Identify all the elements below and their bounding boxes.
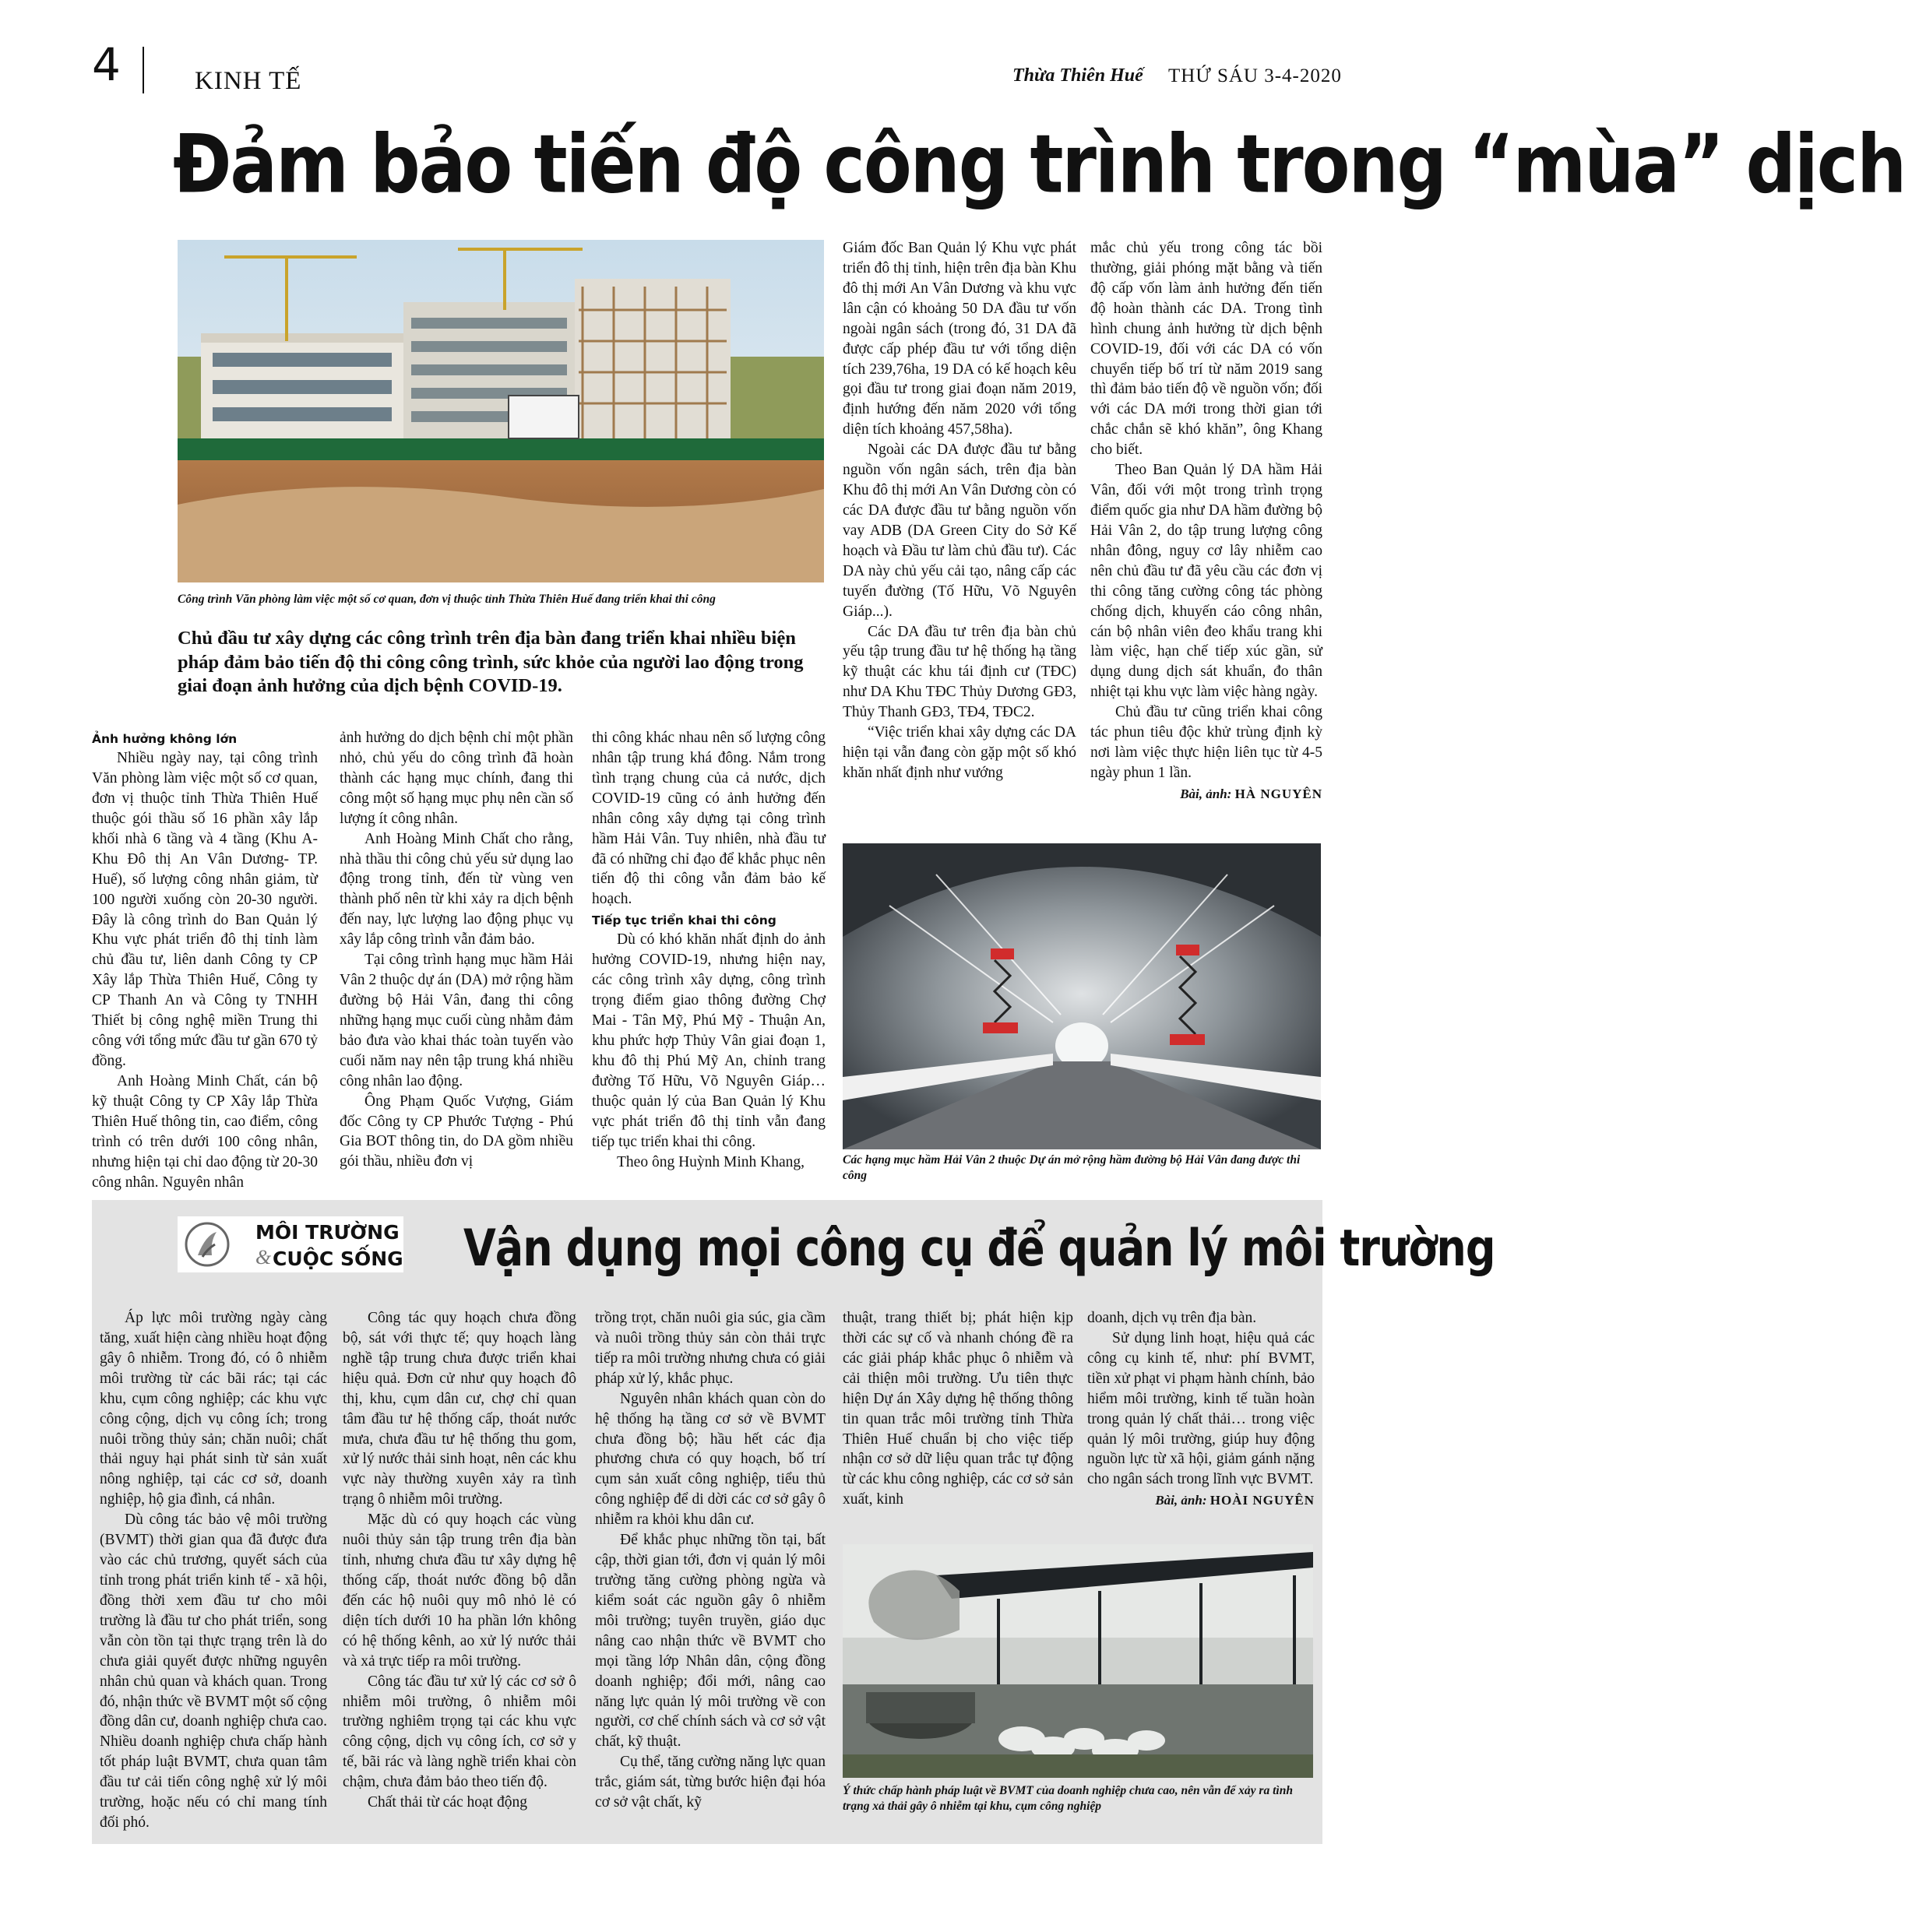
paragraph: Các DA đầu tư trên địa bàn chủ yếu tập trung đầu tư hệ thống hạ tầng kỹ thuật các khu tái định cư (TĐC) như DA Khu TĐC Thủy Dương GĐ3, Thủy Thanh GĐ3, TĐ4, TĐC2. [843, 623, 1076, 721]
credit-prefix: Bài, ảnh: [1155, 1493, 1207, 1508]
paragraph: Tại công trình hạng mục hầm Hải Vân 2 thuộc dự án (DA) mở rộng hầm đường bộ Hải Vân, đang thi công những hạng mục cuối cùng nhằm đảm bảo đưa vào khai thác toàn tuyến vào cuối năm nay nên tập trung khá nhiều công nhân lao động. [340, 952, 573, 1089]
photo1-caption: Công trình Văn phòng làm việc một số cơ quan, đơn vị thuộc tỉnh Thừa Thiên Huế đang triển khai thi công [178, 593, 716, 606]
crane-logo-icon [184, 1221, 231, 1268]
paragraph: Để khắc phục những tồn tại, bất cập, thời gian tới, đơn vị quản lý môi trường tăng cường phòng ngừa và kiểm soát các nguồn gây ô nhiễm môi trường; tuyên truyền, giáo dục nâng cao nhận thức về BVMT cho mọi tầng lớp Nhân dân, cộng đồng doanh nghiệp; đổi mới, nâng cao năng lực quản lý môi trường về con người, cơ chế chính sách và cơ sở vật chất, kỹ thuật. [595, 1532, 826, 1751]
paragraph: Áp lực môi trường ngày càng tăng, xuất hiện càng nhiều hoạt động gây ô nhiễm. Trong đó, có ô nhiễm môi trường từ các bãi rác; tại các khu, cụm công nghiệp; các khu vực công cộng, dịch vụ công ích; trong nuôi trồng thủy sản; chăn nuôi; chất thải nguy hại phát sinh từ sản xuất nông nghiệp, tại các cơ sở, doanh nghiệp, hộ gia đình, cá nhân. [100, 1310, 327, 1508]
article1-credit [1090, 787, 1322, 802]
photo2-caption: Các hạng mục hầm Hải Vân 2 thuộc Dự án mở rộng hầm đường bộ Hải Vân đang được thi công [843, 1153, 1301, 1183]
paragraph: Dù công tác bảo vệ môi trường (BVMT) thời gian qua đã được đưa vào các chủ trương, quyết sách của tỉnh trong phát triển kinh tế - xã hội, đồng thời xem đầu tư cho môi trường là đầu tư cho phát triển, song vẫn còn tồn tại thực trạng trên là do chưa giải quyết được những nguyên nhân chủ quan và khách quan. Trong đó, nhận thức về BVMT một số cộng đồng dân cư, doanh nghiệp chưa cao. Nhiều doanh nghiệp chưa chấp hành tốt pháp luật BVMT, chưa quan tâm đầu tư cải tiến công nghệ xử lý môi trường, hoặc nếu có chỉ mang tính đối phó. [100, 1511, 327, 1832]
credit-prefix: Bài, ảnh: [1180, 786, 1232, 801]
paragraph: Theo Ban Quản lý DA hầm Hải Vân, đối với một trong trình trọng điểm quốc gia như DA hầm đường bộ Hải Vân 2, do tập trung lượng công nhân đông, nguy cơ lây nhiễm cao nên chủ đầu tư đã yêu cầu các đơn vị thi công tăng cường công tác phòng chống dịch, khuyến cáo công nhân, cán bộ nhân viên đeo khẩu trang khi làm việc, hạn chế tiếp xúc gần, sử dụng dung dịch sát khuẩn, đo thân nhiệt tại khu vực làm việc hàng ngày. [1090, 462, 1322, 701]
paragraph: Anh Hoàng Minh Chất cho rằng, nhà thầu thi công chủ yếu sử dụng lao động trong tỉnh, đến từ vùng ven thành phố nên từ khi xảy ra dịch bệnh đến nay, lực lượng lao động phục vụ xây lắp công trình vẫn đảm bảo. [340, 830, 573, 948]
issue-date: THỨ SÁU 3-4-2020 [1168, 65, 1342, 86]
article2-column-5 [1087, 1308, 1315, 1508]
paragraph: Mặc dù có quy hoạch các vùng nuôi thủy sản tập trung trên địa bàn tỉnh, nhưng chưa đầu tư xây dựng hệ thống cấp, thoát nước đồng bộ dẫn đến các hộ nuôi quy mô nhỏ lẻ có diện tích dưới 10 ha phần lớn không có hệ thống kênh, ao xử lý nước thải và xả trực tiếp ra môi trường. [343, 1511, 576, 1670]
paragraph: Dù có khó khăn nhất định do ảnh hưởng COVID-19, nhưng hiện nay, các công trình xây dựng, công trình trọng điểm giao thông đường Chợ Mai - Tân Mỹ, Phú Mỹ - Thuận An, khu phức hợp Thủy Vân giai đoạn 1, khu đô thị Phú Mỹ An, chỉnh trang đường Tố Hữu, Võ Nguyên Giáp… thuộc quản lý của Ban Quản lý Khu vực phát triển đô thị tỉnh vẫn đang tiếp tục triển khai thi công. [592, 931, 826, 1150]
construction-photo-image [178, 240, 824, 582]
article2-column-1 [100, 1308, 327, 1833]
paragraph: ảnh hưởng do dịch bệnh chỉ một phần nhỏ, chủ yếu do công trình đã hoàn thành các hạng mục chính, đang thi công một số hạng mục phụ nên cần số lượng ít công nhân. [340, 730, 573, 827]
credit-author: HOÀI NGUYÊN [1210, 1493, 1315, 1508]
article2-column-2 [343, 1308, 576, 1813]
article1-lead: Chủ đầu tư xây dựng các công trình trên địa bàn đang triển khai nhiều biện pháp đảm bảo tiến độ thi công công trình, sức khỏe của người lao động trong giai đoạn ảnh hưởng của dịch bệnh COVID-19. [178, 628, 804, 697]
paragraph: Theo ông Huỳnh Minh Khang, [617, 1153, 805, 1170]
paragraph: Chủ đầu tư cũng triển khai công tác phun tiêu độc khử trùng định kỳ nơi làm việc thực hiện liên tục từ 4-5 ngày phun 1 lần. [1090, 704, 1322, 781]
logo-ampersand: & [255, 1246, 272, 1269]
paragraph: Ngoài các DA được đầu tư bằng nguồn vốn ngân sách, trên địa bàn Khu đô thị mới An Vân Dương còn có các DA được đầu tư bằng nguồn vốn vay ADB (DA Green City do Sở Kế hoạch và Đầu tư làm chủ đầu tư). Các DA này chủ yếu cải tạo, nâng cấp các tuyến đường (Tố Hữu, Võ Nguyên Giáp...). [843, 442, 1076, 620]
tunnel-photo-image [843, 843, 1321, 1149]
paragraph: doanh, dịch vụ trên địa bàn. [1087, 1310, 1257, 1326]
logo-title-2: CUỘC SỐNG [273, 1248, 403, 1270]
paragraph: Ông Phạm Quốc Vượng, Giám đốc Công ty CP Phước Tượng - Phú Gia BOT thông tin, do DA gồm nhiều gói thầu, nhiều đơn vị [340, 1093, 573, 1170]
paragraph: Anh Hoàng Minh Chất, cán bộ kỹ thuật Công ty CP Xây lắp Thừa Thiên Huế thông tin, cao điểm, công trình có trên dưới 100 công nhân, nhưng hiện tại chỉ dao động từ 20-30 công nhân. Nguyên nhân [92, 1072, 318, 1191]
article2-column-4 [843, 1308, 1073, 1510]
article2-headline: Vận dụng mọi công cụ để quản lý môi trường [463, 1219, 1495, 1278]
paragraph: mắc chủ yếu trong công tác bồi thường, giải phóng mặt bằng và tiến độ cấp vốn làm ảnh hưởng đến tiến độ hoàn thành các DA. Trong tình hình chung ảnh hưởng từ dịch bệnh COVID-19, đối với các DA có vốn chuyển tiếp bố trí từ năm 2019 sang thì đảm bảo tiến độ về nguồn vốn; đối với các DA mới trong thời gian tới chắc chắn sẽ khó khăn”, ông Khang cho biết. [1090, 240, 1322, 459]
factory-photo-image [843, 1544, 1313, 1778]
article1-column-3 [592, 728, 826, 1173]
paragraph: Công tác đầu tư xử lý các cơ sở ô nhiễm môi trường, ô nhiễm môi trường nghiêm trọng tại các khu vực công cộng, dịch vụ công ích, cơ sở y tế, bãi rác và làng nghề triển khai còn chậm, chưa đảm bảo theo tiến độ. [343, 1673, 576, 1791]
paragraph: thi công khác nhau nên số lượng công nhân tập trung khá đông. Nắm trong tình trạng chung của cả nước, dịch COVID-19 cũng có ảnh hưởng đến nhân công xây dựng tại công trình hầm Hải Vân. Tuy nhiên, nhà đầu tư đã có những chỉ đạo để khắc phục nên tiến độ thi công vẫn đảm bảo kế hoạch. [592, 730, 826, 908]
article2-credit [1087, 1493, 1315, 1508]
article1-column-5 [1090, 238, 1322, 802]
article2-column-3 [595, 1308, 826, 1813]
paragraph: Nhiều ngày nay, tại công trình Văn phòng làm việc một số cơ quan, đơn vị thuộc tỉnh Thừa Thiên Huế thuộc gói thầu số 16 phần xây lắp khối nhà 6 tầng và 4 tầng (Khu A- Khu Đô thị An Vân Dương- TP. Huế), số lượng công nhân giảm, từ 100 người xuống còn 20-30 người. Đây là công trình do Ban Quản lý Khu vực phát triển đô thị tỉnh làm chủ đầu tư, liên danh Công ty CP Xây lắp Thừa Thiên Huế, Công ty CP Thanh An và Công ty TNHH Thiết bị công nghệ miền Trung thi công với tổng mức đầu tư gần 670 tỷ đồng. [92, 750, 318, 1069]
photo3-caption: Ý thức chấp hành pháp luật về BVMT của doanh nghiệp chưa cao, nên vẫn để xảy ra tình trạng xả thải gây ô nhiễm tại khu, cụm công nghiệp [843, 1784, 1293, 1814]
header-divider [143, 47, 144, 93]
credit-author: HÀ NGUYÊN [1234, 786, 1322, 801]
logo-title-1: MÔI TRƯỜNG [255, 1221, 400, 1244]
paragraph: trồng trọt, chăn nuôi gia súc, gia cầm và nuôi trồng thủy sản còn thải trực tiếp ra môi trường nhưng chưa có giải pháp xử lý, khắc phục. [595, 1310, 826, 1387]
paragraph: Chất thải từ các hoạt động [368, 1794, 527, 1811]
page-number: 4 [92, 38, 121, 91]
article1-subheading-1: Ảnh hưởng không lớn [92, 732, 238, 746]
paragraph: “Việc triển khai xây dựng các DA hiện tại vẫn đang còn gặp một số khó khăn nhất định như vướng [843, 724, 1076, 781]
article1-subheading-2: Tiếp tục triển khai thi công [592, 913, 776, 928]
newspaper-name: Thừa Thiên Huế [1012, 65, 1143, 86]
article1-column-2 [340, 728, 573, 1172]
section-name: KINH TẾ [195, 67, 302, 95]
tunnel-photo [843, 843, 1321, 1149]
article1-column-1 [92, 728, 318, 1192]
section-logo [178, 1216, 403, 1272]
paragraph: Nguyên nhân khách quan còn do hệ thống hạ tầng cơ sở về BVMT chưa đồng bộ; hầu hết các địa phương chưa có quy hoạch, bố trí cụm sản xuất công nghiệp, tiểu thủ công nghiệp để di dời các cơ sở gây ô nhiễm ra khỏi khu dân cư. [595, 1390, 826, 1529]
article1-column-4 [843, 238, 1076, 783]
paragraph: Công tác quy hoạch chưa đồng bộ, sát với thực tế; quy hoạch làng nghề tập trung chưa được triển khai hiệu quả. Đơn cử như quy hoạch đô thị, khu, cụm dân cư, chợ chỉ quan tâm đầu tư hệ thống cấp, thoát nước mưa, chưa đầu tư hệ thống thu gom, xử lý nước thải sinh hoạt, nên các khu vực này thường xuyên xảy ra tình trạng ô nhiễm môi trường. [343, 1310, 576, 1508]
factory-photo [843, 1544, 1313, 1778]
article1-headline: Đảm bảo tiến độ công trình trong “mùa” dịch [173, 117, 1905, 212]
paragraph: Giám đốc Ban Quản lý Khu vực phát triển đô thị tỉnh, hiện trên địa bàn Khu đô thị mới An Vân Dương và khu vực lân cận có khoảng 50 DA đầu tư vốn ngoài ngân sách (trong đó, 31 DA đã được cấp phép đầu tư với tổng diện tích 239,76ha, 19 DA có kế hoạch kêu gọi đầu tư trong giai đoạn năm 2019, định hướng đến năm 2020 với tổng diện tích khoảng 457,58ha). [843, 240, 1076, 438]
construction-photo [178, 240, 824, 582]
paragraph: thuật, trang thiết bị; phát hiện kịp thời các sự cố và nhanh chóng đề ra các giải pháp khắc phục ô nhiễm và cải thiện môi trường. Ưu tiên thực hiện Dự án Xây dựng hệ thống thông tin quan trắc môi trường tỉnh Thừa Thiên Huế chuẩn bị cho việc tiếp nhận cơ sở dữ liệu quan trắc tự động từ các khu công nghiệp, các cơ sở sản xuất, kinh [843, 1310, 1073, 1508]
paragraph: Cụ thể, tăng cường năng lực quan trắc, giám sát, từng bước hiện đại hóa cơ sở vật chất, kỹ [595, 1754, 826, 1811]
paragraph: Sử dụng linh hoạt, hiệu quả các công cụ kinh tế, như: phí BVMT, tiền xử phạt vi phạm hành chính, bảo hiểm môi trường, kinh tế tuần hoàn trong quản lý chất thải… trong việc quản lý môi trường, giúp huy động nguồn lực từ xã hội, giảm gánh nặng cho ngân sách trong lĩnh vực BVMT. [1087, 1329, 1315, 1488]
